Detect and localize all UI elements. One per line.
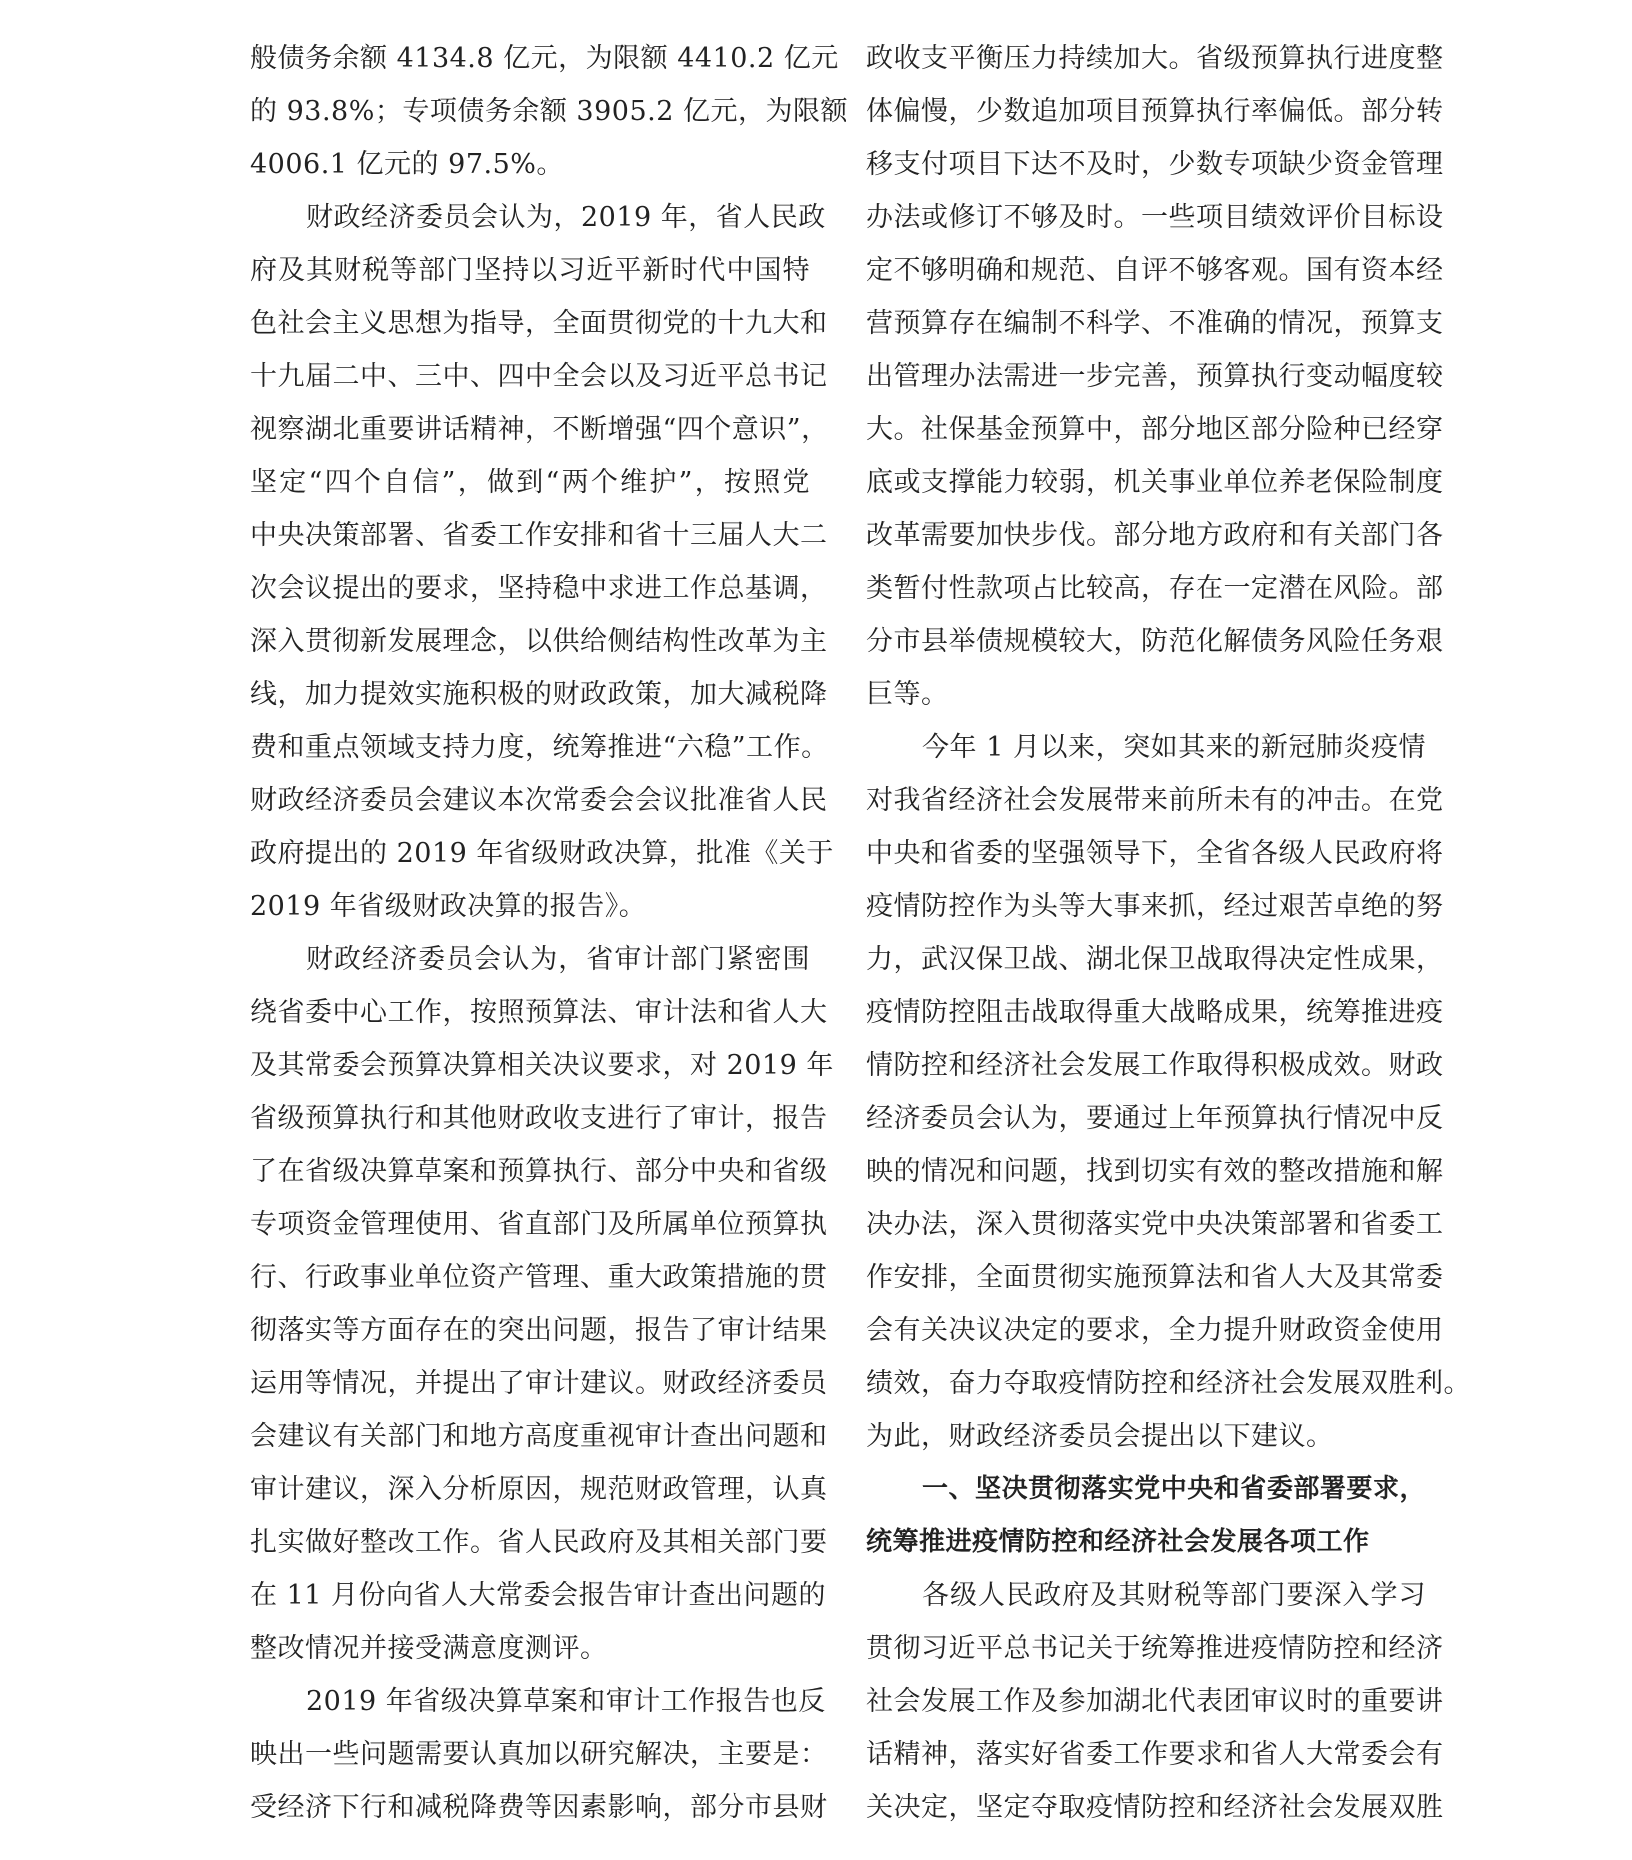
text-line: 映出一些问题需要认真加以研究解决，主要是：	[250, 1739, 828, 1770]
text-line: 定不够明确和规范、自评不够客观。国有资本经	[866, 255, 1444, 286]
text-line: 扎实做好整改工作。省人民政府及其相关部门要	[250, 1527, 828, 1558]
text-line: 中央和省委的坚强领导下，全省各级人民政府将	[866, 838, 1444, 869]
text-line: 力，武汉保卫战、湖北保卫战取得决定性成果，	[866, 944, 1444, 975]
text-line: 了在省级决算草案和预算执行、部分中央和省级	[250, 1156, 828, 1187]
text-line: 社会发展工作及参加湖北代表团审议时的重要讲	[866, 1686, 1444, 1717]
right-column	[866, 32, 1471, 1834]
text-line: 及其常委会预算决算相关决议要求，对 2019 年	[250, 1050, 834, 1081]
text-line: 会有关决议决定的要求，全力提升财政资金使用	[866, 1315, 1444, 1346]
text-line: 移支付项目下达不及时，少数专项缺少资金管理	[866, 149, 1444, 180]
text-line: 深入贯彻新发展理念，以供给侧结构性改革为主	[250, 626, 828, 657]
text-line: 中央决策部署、省委工作安排和省十三届人大二	[250, 520, 828, 551]
text-line: 对我省经济社会发展带来前所未有的冲击。在党	[866, 785, 1444, 816]
text-line: 大。社保基金预算中，部分地区部分险种已经穿	[866, 414, 1444, 445]
text-line: 坚定“四个自信”，做到“两个维护”，按照党	[250, 467, 810, 498]
text-line: 会建议有关部门和地方高度重视审计查出问题和	[250, 1421, 828, 1452]
text-line: 受经济下行和减税降费等因素影响，部分市县财	[250, 1792, 828, 1823]
text-line: 政收支平衡压力持续加大。省级预算执行进度整	[866, 43, 1444, 74]
text-line: 为此，财政经济委员会提出以下建议。	[866, 1421, 1334, 1452]
text-line: 2019 年省级财政决算的报告》。	[250, 891, 647, 922]
text-line: 今年 1 月以来，突如其来的新冠肺炎疫情	[922, 732, 1426, 763]
text-line: 费和重点领域支持力度，统筹推进“六稳”工作。	[250, 732, 829, 763]
text-line: 4006.1 亿元的 97.5%。	[250, 149, 564, 180]
text-line: 底或支撑能力较弱，机关事业单位养老保险制度	[866, 467, 1444, 498]
text-line: 彻落实等方面存在的突出问题，报告了审计结果	[250, 1315, 828, 1346]
text-line: 行、行政事业单位资产管理、重大政策措施的贯	[250, 1262, 828, 1293]
text-line: 运用等情况，并提出了审计建议。财政经济委员	[250, 1368, 828, 1399]
section-heading-line: 一、坚决贯彻落实党中央和省委部署要求，	[922, 1474, 1426, 1504]
text-line: 体偏慢，少数追加项目预算执行率偏低。部分转	[866, 96, 1444, 127]
text-line: 关决定，坚定夺取疫情防控和经济社会发展双胜	[866, 1792, 1444, 1823]
text-line: 办法或修订不够及时。一些项目绩效评价目标设	[866, 202, 1444, 233]
text-line: 专项资金管理使用、省直部门及所属单位预算执	[250, 1209, 828, 1240]
text-line: 营预算存在编制不科学、不准确的情况，预算支	[866, 308, 1444, 339]
text-line: 情防控和经济社会发展工作取得积极成效。财政	[866, 1050, 1444, 1081]
text-line: 的 93.8%；专项债务余额 3905.2 亿元，为限额	[250, 96, 848, 127]
text-line: 府及其财税等部门坚持以习近平新时代中国特	[250, 255, 810, 286]
text-line: 政府提出的 2019 年省级财政决算，批准《关于	[250, 838, 834, 869]
text-line: 视察湖北重要讲话精神，不断增强“四个意识”，	[250, 414, 829, 445]
text-line: 贯彻习近平总书记关于统筹推进疫情防控和经济	[866, 1633, 1444, 1664]
text-line: 改革需要加快步伐。部分地方政府和有关部门各	[866, 520, 1444, 551]
text-line: 十九届二中、三中、四中全会以及习近平总书记	[250, 361, 828, 392]
text-line: 分市县举债规模较大，防范化解债务风险任务艰	[866, 626, 1444, 657]
text-line: 绩效，奋力夺取疫情防控和经济社会发展双胜利。	[866, 1368, 1471, 1399]
text-line: 财政经济委员会认为，省审计部门紧密围	[306, 944, 810, 975]
text-line: 线，加力提效实施积极的财政政策，加大减税降	[250, 679, 828, 710]
text-line: 财政经济委员会认为，2019 年，省人民政	[306, 202, 826, 233]
text-line: 色社会主义思想为指导，全面贯彻党的十九大和	[250, 308, 828, 339]
text-line: 绕省委中心工作，按照预算法、审计法和省人大	[250, 997, 828, 1028]
text-line: 财政经济委员会建议本次常委会会议批准省人民	[250, 785, 828, 816]
text-line: 巨等。	[866, 679, 949, 710]
text-line: 2019 年省级决算草案和审计工作报告也反	[306, 1686, 826, 1717]
text-line: 在 11 月份向省人大常委会报告审计查出问题的	[250, 1580, 827, 1611]
text-line: 经济委员会认为，要通过上年预算执行情况中反	[866, 1103, 1444, 1134]
text-line: 作安排，全面贯彻实施预算法和省人大及其常委	[866, 1262, 1444, 1293]
text-line: 审计建议，深入分析原因，规范财政管理，认真	[250, 1474, 828, 1505]
text-line: 次会议提出的要求，坚持稳中求进工作总基调，	[250, 573, 828, 604]
left-column	[250, 32, 848, 1834]
text-line: 疫情防控阻击战取得重大战略成果，统筹推进疫	[866, 997, 1444, 1028]
text-line: 般债务余额 4134.8 亿元，为限额 4410.2 亿元	[250, 43, 839, 74]
text-line: 各级人民政府及其财税等部门要深入学习	[922, 1580, 1426, 1611]
text-line: 出管理办法需进一步完善，预算执行变动幅度较	[866, 361, 1444, 392]
text-line: 话精神，落实好省委工作要求和省人大常委会有	[866, 1739, 1444, 1770]
section-heading-line: 统筹推进疫情防控和经济社会发展各项工作	[866, 1527, 1370, 1557]
text-line: 省级预算执行和其他财政收支进行了审计，报告	[250, 1103, 828, 1134]
text-line: 映的情况和问题，找到切实有效的整改措施和解	[866, 1156, 1444, 1187]
text-line: 整改情况并接受满意度测评。	[250, 1633, 608, 1664]
text-line: 类暂付性款项占比较高，存在一定潜在风险。部	[866, 573, 1444, 604]
text-line: 决办法，深入贯彻落实党中央决策部署和省委工	[866, 1209, 1444, 1240]
text-line: 疫情防控作为头等大事来抓，经过艰苦卓绝的努	[866, 891, 1444, 922]
